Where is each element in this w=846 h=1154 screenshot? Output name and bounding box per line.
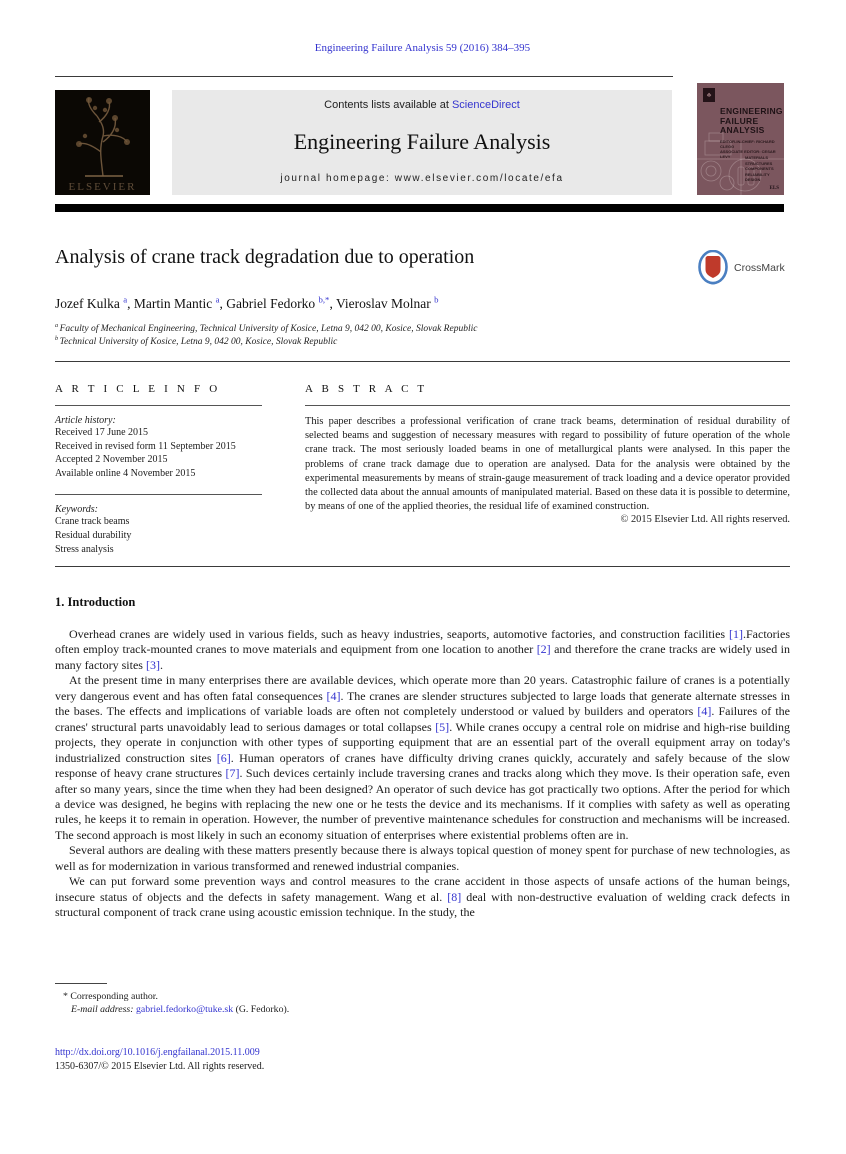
cover-elsevier-mark: ♣ xyxy=(703,88,715,102)
corresponding-author-line: * Corresponding author. xyxy=(63,991,158,1002)
email-line[interactable]: E-mail address: gabriel.fedorko@tuke.sk (G. Fedorko). xyxy=(71,1004,290,1015)
footnote-rule xyxy=(55,983,107,984)
crossmark-badge[interactable] xyxy=(697,250,792,286)
affiliation-b: $^b$ Technical University of Kosice, Letna 9, 042 00, Kosice, Slovak Republic xyxy=(55,335,338,347)
cover-els-mark: ELS xyxy=(769,186,779,191)
history-item: Accepted 2 November 2015 xyxy=(55,454,168,466)
article-info-rule xyxy=(55,405,262,406)
abstract-rule xyxy=(305,405,790,406)
article-body xyxy=(55,595,790,921)
abstract-column xyxy=(305,383,790,556)
journal-banner xyxy=(172,90,672,195)
journal-citation: Engineering Failure Analysis 59 (2016) 384–395 xyxy=(314,42,531,54)
keyword: Crane track beams xyxy=(55,516,130,528)
history-item: Available online 4 November 2015 xyxy=(55,467,196,479)
keyword: Stress analysis xyxy=(55,543,114,555)
paragraph: Overhead cranes are widely used in various fields, such as heavy industries, seaports, automotive factories, and construction facilities [1].Factories often employ track-mounted cranes to move materials and equipment from one location to another [2] and therefore the crane tracks are widely used in many factory sites [3]. xyxy=(55,627,790,672)
journal-cover-thumbnail[interactable] xyxy=(697,83,784,195)
journal-homepage-link[interactable]: journal homepage: www.elsevier.com/locate/efa xyxy=(280,173,564,184)
abstract-bottom-rule xyxy=(55,566,790,567)
history-item: Received in revised form 11 September 2015 xyxy=(55,440,236,452)
doi-link[interactable]: http://dx.doi.org/10.1016/j.engfailanal.2015.11.009 xyxy=(55,1047,260,1058)
abstract-copyright: © 2015 Elsevier Ltd. All rights reserved. xyxy=(620,514,790,526)
corresponding-author-footnote xyxy=(55,990,475,1016)
paragraph: At the present time in many enterprises there are available devices, which operate more than 20 years. Catastrophic failure of cranes is a potentially very dangerous event and has often fatal consequences [4]. The cranes are slender structures subjected to large loads that generate alternate stresses in the bases. The effects and implications of variable loads are often not completely understood or valued by builders and operators [4]. Failures of the cranes' structural parts unavoidably lead to serious damages or total collapses [5]. While cranes occupy a central role on midrise and high-rise building projects, they operate in conjunction with other types of supporting equipment that are an essential part of the overall equipment array on today's industrialized construction sites [6]. Human operators of cranes have difficulty driving cranes quickly, accurately and safely because of the slow response of heavy crane structures [7]. Such devices certainly include traversing cranes and tracks along which they move. Is their operation safe, even after so many years, since the time when they had been designed? An operator of such device has got practically two options. After the period for which a device was designed, he begins with replacing the new one or he tests the device and its mechanisms. If it complies with safety as well as operating rules, he keeps it to remain in operation. However, the number of preventive maintenance schedules for construction and mechanisms will be increased. The second approach is most likely in such an economy situation of enterprises where existential problems often are in. xyxy=(55,673,791,842)
journal-title: Engineering Failure Analysis xyxy=(293,129,551,154)
header-divider-bar xyxy=(55,204,784,212)
issn-copyright-line: 1350-6307/© 2015 Elsevier Ltd. All rights reserved. xyxy=(55,1061,265,1072)
elsevier-tree-icon xyxy=(65,92,140,180)
title-block-rule xyxy=(55,361,790,362)
elsevier-logo xyxy=(55,90,150,195)
section-heading-introduction: 1. Introduction xyxy=(55,595,136,609)
header-top-rule xyxy=(55,76,673,77)
elsevier-wordmark: ELSEVIER xyxy=(68,181,137,193)
article-info-column xyxy=(55,383,262,556)
paragraph: We can put forward some prevention ways and control measures to the crane accident in those aspects of unsafe actions of the human beings, insecure status of objects and the defects in safety management. Wang et al. [8] deal with non-destructive evaluation of welding crack defects in structural component of track crane using acoustic emission technique. In the study, the xyxy=(55,874,791,920)
crossmark-icon xyxy=(697,250,729,286)
affiliations xyxy=(55,323,755,349)
article-info-heading: A R T I C L E I N F O xyxy=(55,383,221,395)
paragraph: Several authors are dealing with these matters presently because there is always topical question of money spent for purchase of new technologies, as well as for modernization in various transformed and renewed industrial companies. xyxy=(55,843,790,873)
history-item: Received 17 June 2015 xyxy=(55,427,149,438)
keywords-rule xyxy=(55,494,262,495)
keywords-label: Keywords: xyxy=(55,504,98,516)
cover-journal-title: ENGINEERING FAILURE ANALYSIS xyxy=(720,106,783,135)
cover-topic-list: MATERIALS STRUCTURES COMPONENTS RELIABILITY DESIGN xyxy=(745,155,774,182)
cover-editor-lines: EDITOR-IN-CHIEF: RICHARD CLEGG ASSOCIATE EDITOR: CESAR LEVY xyxy=(720,139,776,159)
crossmark-label: CrossMark xyxy=(734,262,785,274)
abstract-heading: A B S T R A C T xyxy=(305,383,428,395)
abstract-text: This paper describes a professional verification of crane track beams, determination of residual durability of selected beams and suggestion of necessary measures with regard to possibility of future operation of the whole crane track. The most seriously loaded beams in one of metallurgical plants were analysed. In this paper the problems of crane track damage due to operation are analysed. Data for the analysis were obtained by the experimental measurements by means of strain-gauge measurement of track loading and a device operator provided the collected data about the annual amounts of manipulated material. Based on these data it is possible to determine, by means of one of the applied theories, the residual life of examined construction. xyxy=(305,416,790,513)
article-history-label: Article history: xyxy=(55,415,116,426)
journal-header xyxy=(55,90,790,195)
author-line: Jozef Kulka $^a$, Martin Mantic $^a$, Gabriel Fedorko $^{b,*}$, Vieroslav Molnar $^b$ xyxy=(55,294,439,311)
affiliation-a: $^a$ Faculty of Mechanical Engineering, Technical University of Kosice, Letna 9, 042 00, Kosice, Slovak Republic xyxy=(55,322,478,334)
article-title: Analysis of crane track degradation due to operation xyxy=(55,246,475,268)
contents-lists-line[interactable]: Contents lists available at ScienceDirect xyxy=(324,99,520,111)
info-abstract-block xyxy=(55,383,790,556)
keyword: Residual durability xyxy=(55,529,132,541)
